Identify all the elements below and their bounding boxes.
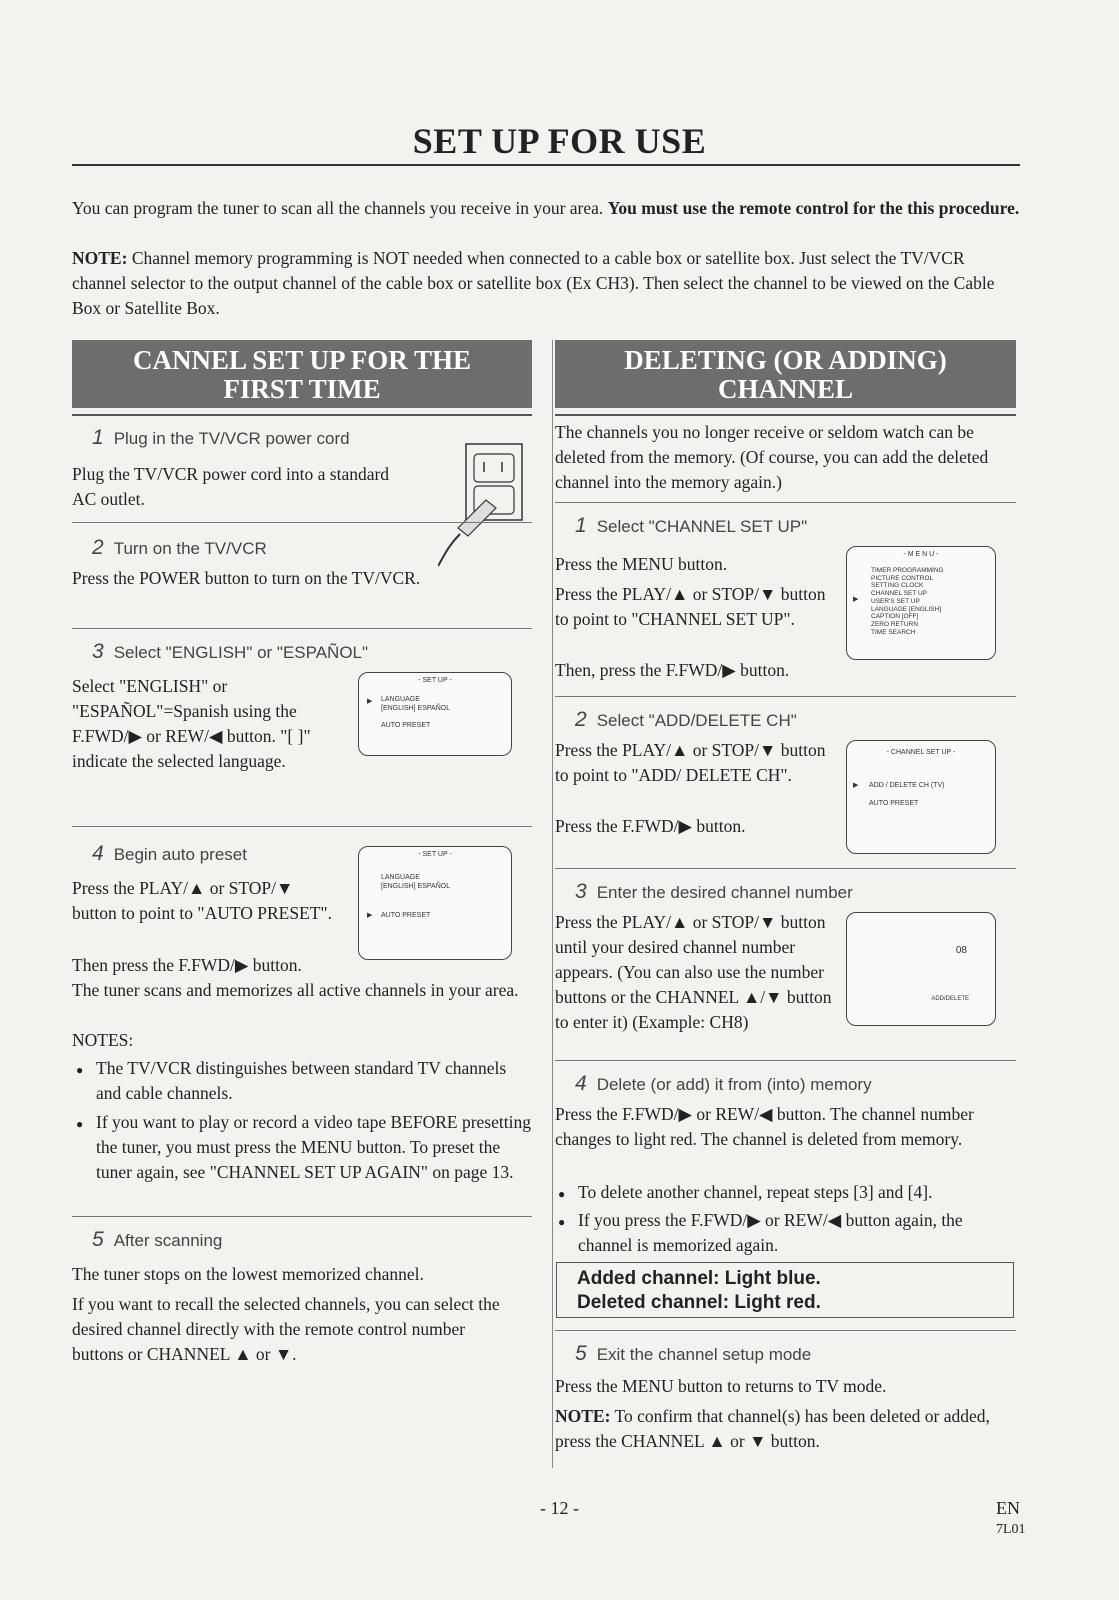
step-number: 4: [575, 1072, 587, 1095]
menu-list: [871, 567, 944, 636]
intro-text: You can program the tuner to scan all the channels you receive in your area.: [72, 198, 604, 218]
menu-screen: [846, 546, 996, 660]
step-title: After scanning: [113, 1231, 223, 1250]
deleted-channel-label: Deleted channel: Light red.: [577, 1292, 821, 1313]
step-number: 1: [92, 426, 104, 449]
screen-header: - M E N U -: [903, 551, 939, 558]
screen-line: [ENGLISH] ESPAÑOL: [381, 883, 451, 890]
step-title: Select "ENGLISH" or "ESPAÑOL": [113, 643, 369, 662]
screen-line: ADD/DELETE: [931, 996, 969, 1002]
menu-item: ZERO RETURN: [871, 620, 918, 628]
step-number: 1: [575, 514, 587, 537]
left-step-4-body3: The tuner scans and memorizes all active channels in your area.: [72, 980, 519, 1000]
screen-line: [ENGLISH] ESPAÑOL: [381, 705, 451, 712]
left-step-rule: [72, 1216, 532, 1217]
step-title: Select "ADD/DELETE CH": [596, 711, 797, 730]
right-step-rule: [555, 1330, 1016, 1331]
pointer-icon: ▶: [367, 912, 373, 919]
channel-number: 08: [955, 945, 967, 956]
left-step-4-body: Press the PLAY/▲ or STOP/▼ button to point to "AUTO PRESET".: [72, 878, 332, 923]
add-delete-screen: [846, 912, 996, 1026]
right-step-4-body: Press the F.FWD/▶ or REW/◀ button. The channel number changes to light red. The channel is deleted from memory.: [555, 1104, 974, 1149]
step-title: Plug in the TV/VCR power cord: [113, 429, 350, 448]
right-banner: [555, 340, 1016, 408]
step-title: Delete (or add) it from (into) memory: [596, 1075, 872, 1094]
menu-item: TIMER PROGRAMMING: [871, 567, 944, 574]
screen-line: LANGUAGE: [381, 696, 420, 703]
pointer-icon: ▶: [367, 698, 373, 705]
step-title: Turn on the TV/VCR: [113, 539, 267, 558]
pointer-icon: ▶: [853, 596, 859, 603]
note-text: If you want to play or record a video tape BEFORE presetting the tuner, you must press the MENU button. To preset the tuner again, see "CHANNEL SET UP AGAIN" on page 13.: [96, 1112, 531, 1182]
menu-item: TIME SEARCH: [871, 628, 916, 636]
screen-line: ADD / DELETE CH (TV): [869, 782, 945, 789]
screen-header: - SET UP -: [418, 677, 452, 684]
left-banner: [72, 340, 532, 408]
screen-line: LANGUAGE: [381, 874, 420, 881]
menu-item: PICTURE CONTROL: [871, 574, 934, 582]
screen-line: AUTO PRESET: [869, 800, 919, 807]
step-number: 5: [92, 1228, 104, 1251]
right-bullet-item: [578, 1208, 1016, 1258]
step-title: Select "CHANNEL SET UP": [596, 517, 808, 536]
right-step-2-body2: Press the F.FWD/▶ button.: [555, 816, 746, 836]
left-step-4-heading: [92, 842, 247, 866]
right-note-label: NOTE:: [555, 1406, 611, 1426]
right-step-1-body2: Press the PLAY/▲ or STOP/▼ button to point to "CHANNEL SET UP".: [555, 584, 826, 629]
bullet-text: If you press the F.FWD/▶ or REW/◀ button again, the channel is memorized again.: [578, 1210, 963, 1255]
step-number: 3: [575, 880, 587, 903]
left-step-rule: [72, 628, 532, 629]
model-code: 7L01: [996, 1522, 1026, 1537]
left-step-3-body: Select "ENGLISH" or "ESPAÑOL"=Spanish using the F.FWD/▶ or REW/◀ button. "[ ]" indicate the selected language.: [72, 676, 311, 771]
color-legend-callout: [556, 1262, 1014, 1318]
right-step-4-heading: [575, 1072, 872, 1096]
top-note: [72, 246, 1020, 321]
outlet-illustration: [438, 438, 528, 568]
step-number: 3: [92, 640, 104, 663]
screen-line: AUTO PRESET: [381, 912, 431, 919]
step-title: Enter the desired channel number: [596, 883, 853, 902]
left-step-5-body: The tuner stops on the lowest memorized channel.: [72, 1264, 424, 1284]
left-step-2-heading: [92, 536, 267, 560]
step-number: 5: [575, 1342, 587, 1365]
page-title: SET UP FOR USE: [412, 121, 707, 161]
top-note-text: Channel memory programming is NOT needed when connected to a cable box or satellite box. Just select the TV/VCR channel selector to the output channel of the cable box or satellite box (Ex CH3). Then select the channel to be viewed on the Cable Box or Satellite Box.: [72, 248, 995, 318]
top-note-label: NOTE:: [72, 248, 128, 268]
left-step-5-body2: If you want to recall the selected channels, you can select the desired channel directly with the remote control number buttons or CHANNEL ▲ or ▼.: [72, 1294, 500, 1364]
pointer-icon: ▶: [853, 782, 859, 789]
left-banner-rule: [72, 414, 532, 416]
right-step-1-heading: [575, 514, 807, 538]
left-step-3-heading: [92, 640, 368, 664]
step-number: 4: [92, 842, 104, 865]
right-step-2-heading: [575, 708, 797, 732]
left-banner-line2: FIRST TIME: [223, 374, 381, 404]
right-banner-rule: [555, 414, 1016, 416]
menu-item: LANGUAGE [ENGLISH]: [871, 605, 942, 613]
added-channel-label: Added channel: Light blue.: [577, 1268, 821, 1289]
note-item: [96, 1056, 532, 1106]
note-text: The TV/VCR distinguishes between standard TV channels and cable channels.: [96, 1058, 507, 1103]
right-step-rule: [555, 502, 1016, 503]
screen-header: - SET UP -: [418, 851, 452, 858]
right-bullet-item: [578, 1180, 1016, 1205]
right-banner-line2: CHANNEL: [717, 374, 853, 404]
left-step-rule: [72, 522, 532, 523]
intro-paragraph: [72, 196, 1020, 221]
right-step-3-heading: [575, 880, 853, 904]
channel-setup-screen: [846, 740, 996, 854]
menu-item: CHANNEL SET UP: [871, 590, 927, 598]
menu-item: SETTING CLOCK: [871, 582, 924, 590]
left-banner-line1: CANNEL SET UP FOR THE: [132, 345, 472, 375]
setup-screen-auto-preset: [358, 846, 512, 960]
left-step-1-body: Plug the TV/VCR power cord into a standard AC outlet.: [72, 464, 390, 509]
right-step-3-body: Press the PLAY/▲ or STOP/▼ button until your desired channel number appears. (You can also use the number buttons or the CHANNEL ▲/▼ button to enter it) (Example: CH8): [555, 912, 832, 1032]
right-step-rule: [555, 868, 1016, 869]
step-title: Exit the channel setup mode: [596, 1345, 812, 1364]
right-step-1-body3: Then, press the F.FWD/▶ button.: [555, 660, 790, 680]
screen-line: AUTO PRESET: [381, 722, 431, 729]
menu-item: USER'S SET UP: [871, 597, 920, 605]
note-item: [96, 1110, 532, 1185]
right-step-rule: [555, 696, 1016, 697]
right-step-5-heading: [575, 1342, 811, 1366]
step-title: Begin auto preset: [113, 845, 247, 864]
left-step-1-heading: [92, 426, 350, 450]
setup-screen-language: [358, 672, 512, 756]
bullet-text: To delete another channel, repeat steps [3] and [4].: [578, 1182, 933, 1202]
step-number: 2: [92, 536, 104, 559]
right-banner-line1: DELETING (OR ADDING): [624, 345, 947, 375]
title-rule: [72, 164, 1020, 166]
left-step-2-body: Press the POWER button to turn on the TV/VCR.: [72, 568, 421, 588]
right-note: [555, 1404, 1016, 1454]
right-step-5-body: Press the MENU button to returns to TV mode.: [555, 1376, 887, 1396]
right-note-text: To confirm that channel(s) has been deleted or added, press the CHANNEL ▲ or ▼ button.: [555, 1406, 990, 1451]
left-step-4-body2: Then press the F.FWD/▶ button.: [72, 955, 302, 975]
left-step-rule: [72, 826, 532, 827]
language-code: EN: [996, 1498, 1020, 1518]
notes-label: NOTES:: [72, 1030, 134, 1050]
right-step-rule: [555, 1060, 1016, 1061]
right-intro: The channels you no longer receive or seldom watch can be deleted from the memory. (Of course, you can add the deleted channel into the memory again.): [555, 422, 989, 492]
right-step-1-body: Press the MENU button.: [555, 554, 728, 574]
step-number: 2: [575, 708, 587, 731]
menu-item: CAPTION [OFF]: [871, 613, 919, 621]
right-step-2-body: Press the PLAY/▲ or STOP/▼ button to point to "ADD/ DELETE CH".: [555, 740, 826, 785]
screen-header: - CHANNEL SET UP -: [886, 749, 956, 756]
column-divider: [552, 340, 553, 1468]
intro-bold-text: You must use the remote control for the this procedure.: [607, 198, 1020, 218]
left-step-5-heading: [92, 1228, 222, 1252]
page-number: - 12 -: [540, 1498, 579, 1518]
